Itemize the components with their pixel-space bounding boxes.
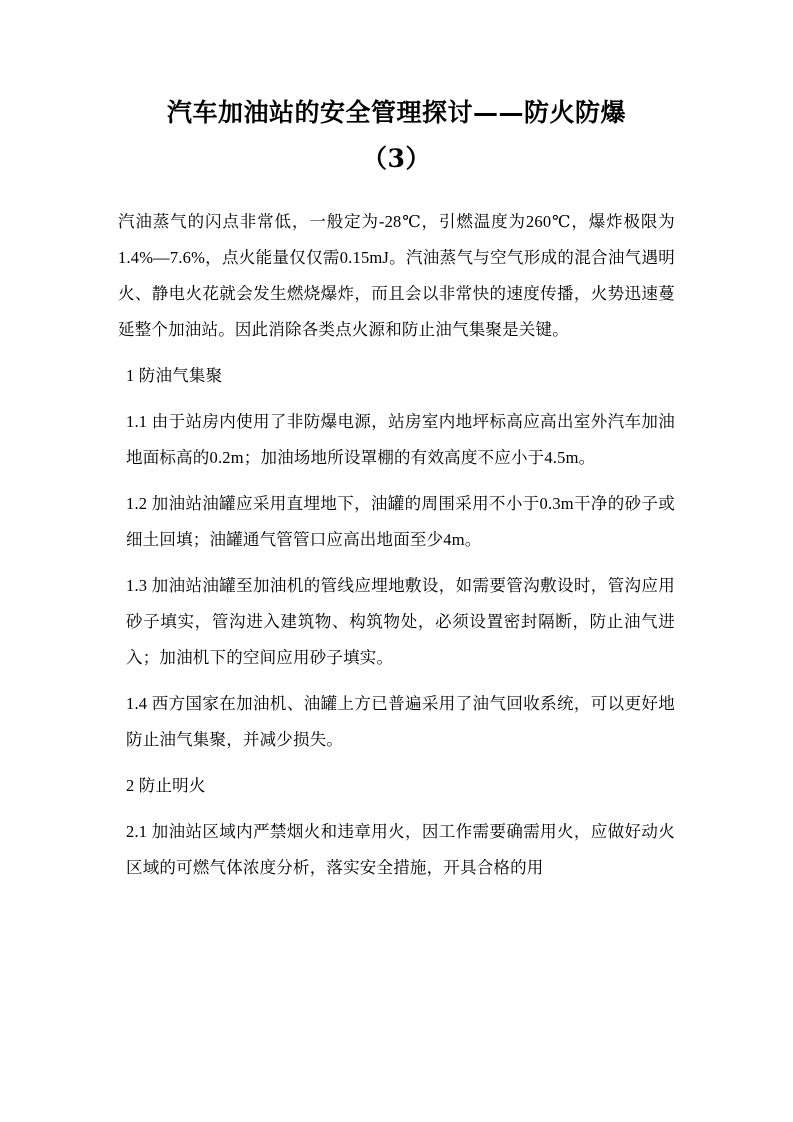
document-body — [118, 204, 675, 886]
section-heading-1: 1 防油气集聚 — [126, 366, 223, 385]
paragraph-intro: 汽油蒸气的闪点非常低，一般定为-28℃，引燃温度为260℃，爆炸极限为1.4%—7.6%，点火能量仅仅需0.15mJ。汽油蒸气与空气形成的混合油气遇明火、静电火花就会发生燃烧爆炸，而且会以非常快的速度传播，火势迅速蔓延整个加油站。因此消除各类点火源和防止油气集聚是关键。 — [118, 212, 675, 339]
paragraph-1-2: 1.2 加油站油罐应采用直埋地下，油罐的周围采用不小于0.3m干净的砂子或细土回填；油罐通气管管口应高出地面至少4m。 — [126, 494, 675, 549]
paragraph-1-1: 1.1 由于站房内使用了非防爆电源，站房室内地坪标高应高出室外汽车加油地面标高的0.2m；加油场地所设罩棚的有效高度不应小于4.5m。 — [126, 412, 675, 467]
paragraph-1-4: 1.4 西方国家在加油机、油罐上方已普遍采用了油气回收系统，可以更好地防止油气集聚，并减少损失。 — [126, 694, 675, 749]
page-title — [118, 90, 675, 182]
page-title-line-1: 汽车加油站的安全管理探讨——防火防爆 — [166, 98, 626, 127]
paragraph-2-1: 2.1 加油站区域内严禁烟火和违章用火，因工作需要确需用火，应做好动火区域的可燃气体浓度分析，落实安全措施，开具合格的用 — [126, 822, 675, 877]
paragraph-1-3: 1.3 加油站油罐至加油机的管线应埋地敷设，如需要管沟敷设时，管沟应用砂子填实，管沟进入建筑物、构筑物处，必须设置密封隔断，防止油气进入；加油机下的空间应用砂子填实。 — [126, 576, 675, 667]
section-heading-2: 2 防止明火 — [126, 776, 206, 795]
page-title-line-2: （3） — [362, 144, 431, 173]
